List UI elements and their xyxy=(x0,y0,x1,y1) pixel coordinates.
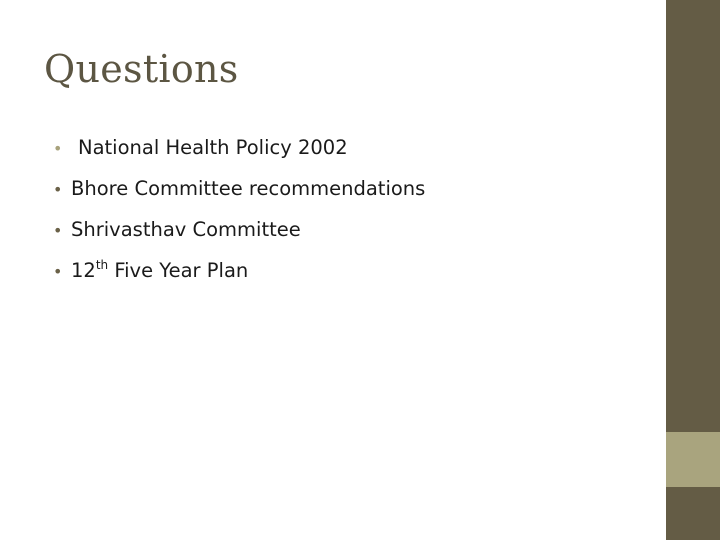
bullet-text-number: 12 xyxy=(71,259,96,282)
bullet-point-icon: • xyxy=(53,180,63,199)
bullet-point-icon: • xyxy=(53,221,63,240)
sidebar-dark-block-bottom xyxy=(666,487,720,540)
bullet-list xyxy=(53,133,425,297)
slide-title: Questions xyxy=(44,47,239,91)
bullet-item-shrivasthav-committee xyxy=(53,215,425,256)
decorative-sidebar xyxy=(666,0,720,540)
bullet-text: Shrivasthav Committee xyxy=(71,218,301,241)
bullet-text: Bhore Committee recommendations xyxy=(71,177,426,200)
bullet-text: National Health Policy 2002 xyxy=(78,136,348,159)
sidebar-dark-block xyxy=(666,0,720,432)
bullet-item-five-year-plan xyxy=(53,256,425,297)
sidebar-accent-block xyxy=(666,432,720,487)
bullet-item-bhore-committee xyxy=(53,174,425,215)
bullet-item-national-health-policy xyxy=(53,133,425,174)
bullet-point-icon: • xyxy=(53,262,63,281)
bullet-text-rest: Five Year Plan xyxy=(108,259,249,282)
bullet-point-icon: • xyxy=(53,139,63,158)
bullet-text-superscript: th xyxy=(95,258,109,272)
